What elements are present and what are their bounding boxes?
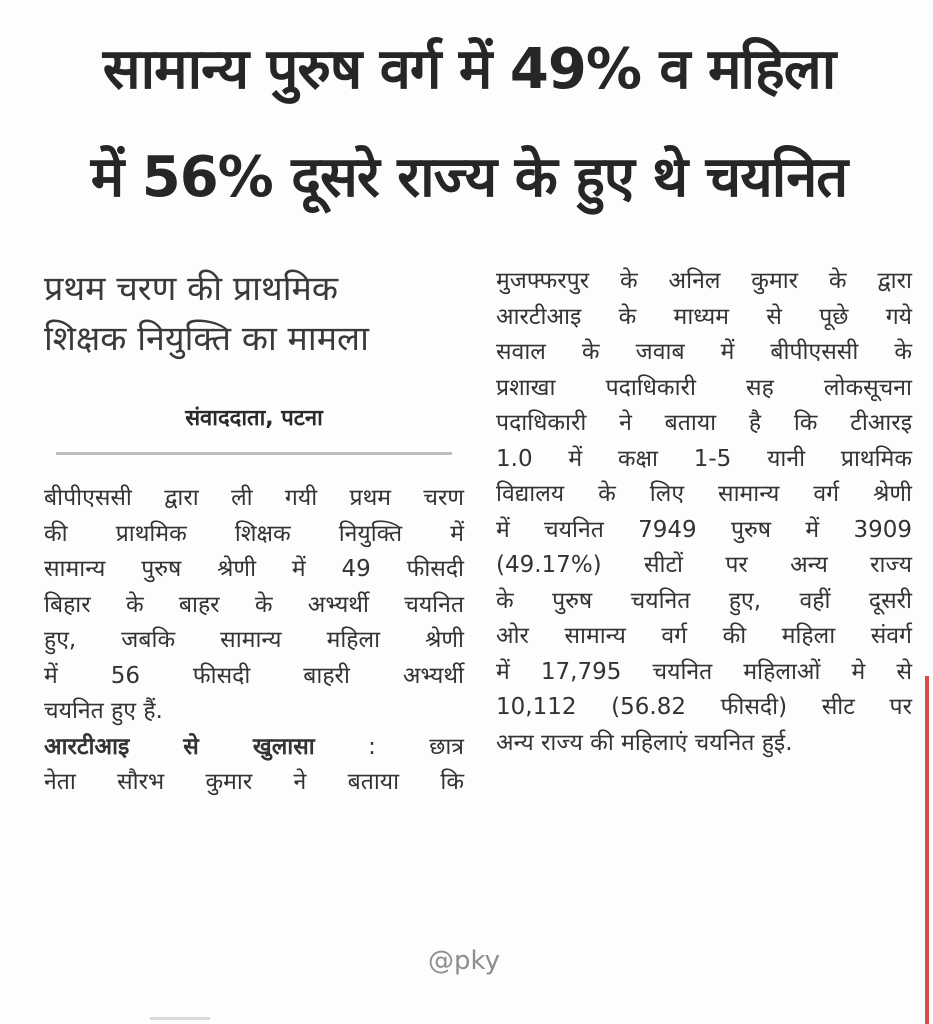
body-line: 10,112 (56.82 फीसदी) सीट पर (496, 694, 912, 720)
body-line: प्रशाखा पदाधिकारी सह लोकसूचना (496, 374, 912, 401)
body-line: नेता सौरभ कुमार ने बताया कि (44, 769, 464, 795)
body-line: हुए, जबकि सामान्य महिला श्रेणी (44, 627, 464, 653)
subsection-title: आरटीआइ से खुलासा (44, 733, 315, 760)
body-line: में 17,795 चयनित महिलाओं मे से (496, 658, 912, 685)
body-line: ओर सामान्य वर्ग की महिला संवर्ग (496, 623, 912, 649)
headline-line-2: में 56% दूसरे राज्य के हुए थे चयनित (90, 145, 848, 210)
body-line: बिहार के बाहर के अभ्यर्थी चयनित (44, 591, 464, 618)
body-line: में चयनित 7949 पुरुष में 3909 (496, 516, 912, 543)
accent-bar (925, 676, 929, 1024)
left-body-text (44, 481, 464, 801)
body-line: सामान्य पुरुष श्रेणी में 49 फीसदी (44, 556, 464, 582)
right-column (496, 264, 912, 761)
body-line: अन्य राज्य की महिलाएं चयनित हुई. (496, 729, 793, 756)
body-line: 1.0 में कक्षा 1-5 यानी प्राथमिक (496, 445, 912, 472)
watermark: @pky (428, 946, 501, 976)
body-line: विद्यालय के लिए सामान्य वर्ग श्रेणी (496, 481, 912, 507)
body-line: चयनित हुए हैं. (44, 698, 163, 724)
body-line: बीपीएससी द्वारा ली गयी प्रथम चरण (44, 485, 464, 511)
body-line: की प्राथमिक शिक्षक नियुक्ति में (44, 520, 464, 547)
left-column (44, 264, 464, 801)
subsection-line-rest: : छात्र (368, 733, 464, 760)
byline: संवाददाता, पटना (56, 402, 452, 455)
body-line: मुजफ्फरपुर के अनिल कुमार के द्वारा (496, 268, 912, 294)
subsection-line (44, 730, 464, 766)
body-line: पदाधिकारी ने बताया है कि टीआरइ (496, 410, 912, 436)
subheadline-line-2: शिक्षक नियुक्ति का मामला (44, 319, 369, 359)
body-line: (49.17%) सीटों पर अन्य राज्य (496, 552, 912, 578)
subheadline-line-1: प्रथम चरण की प्राथमिक (44, 269, 338, 309)
body-line: के पुरुष चयनित हुए, वहीं दूसरी (496, 587, 912, 614)
body-line: सवाल के जवाब में बीपीएससी के (496, 339, 912, 365)
divider (150, 1017, 210, 1020)
body-line: आरटीआइ के माध्यम से पूछे गये (496, 303, 912, 330)
headline-line-1: सामान्य पुरुष वर्ग में 49% व महिला (102, 37, 836, 102)
body-line: में 56 फीसदी बाहरी अभ्यर्थी (44, 662, 464, 689)
